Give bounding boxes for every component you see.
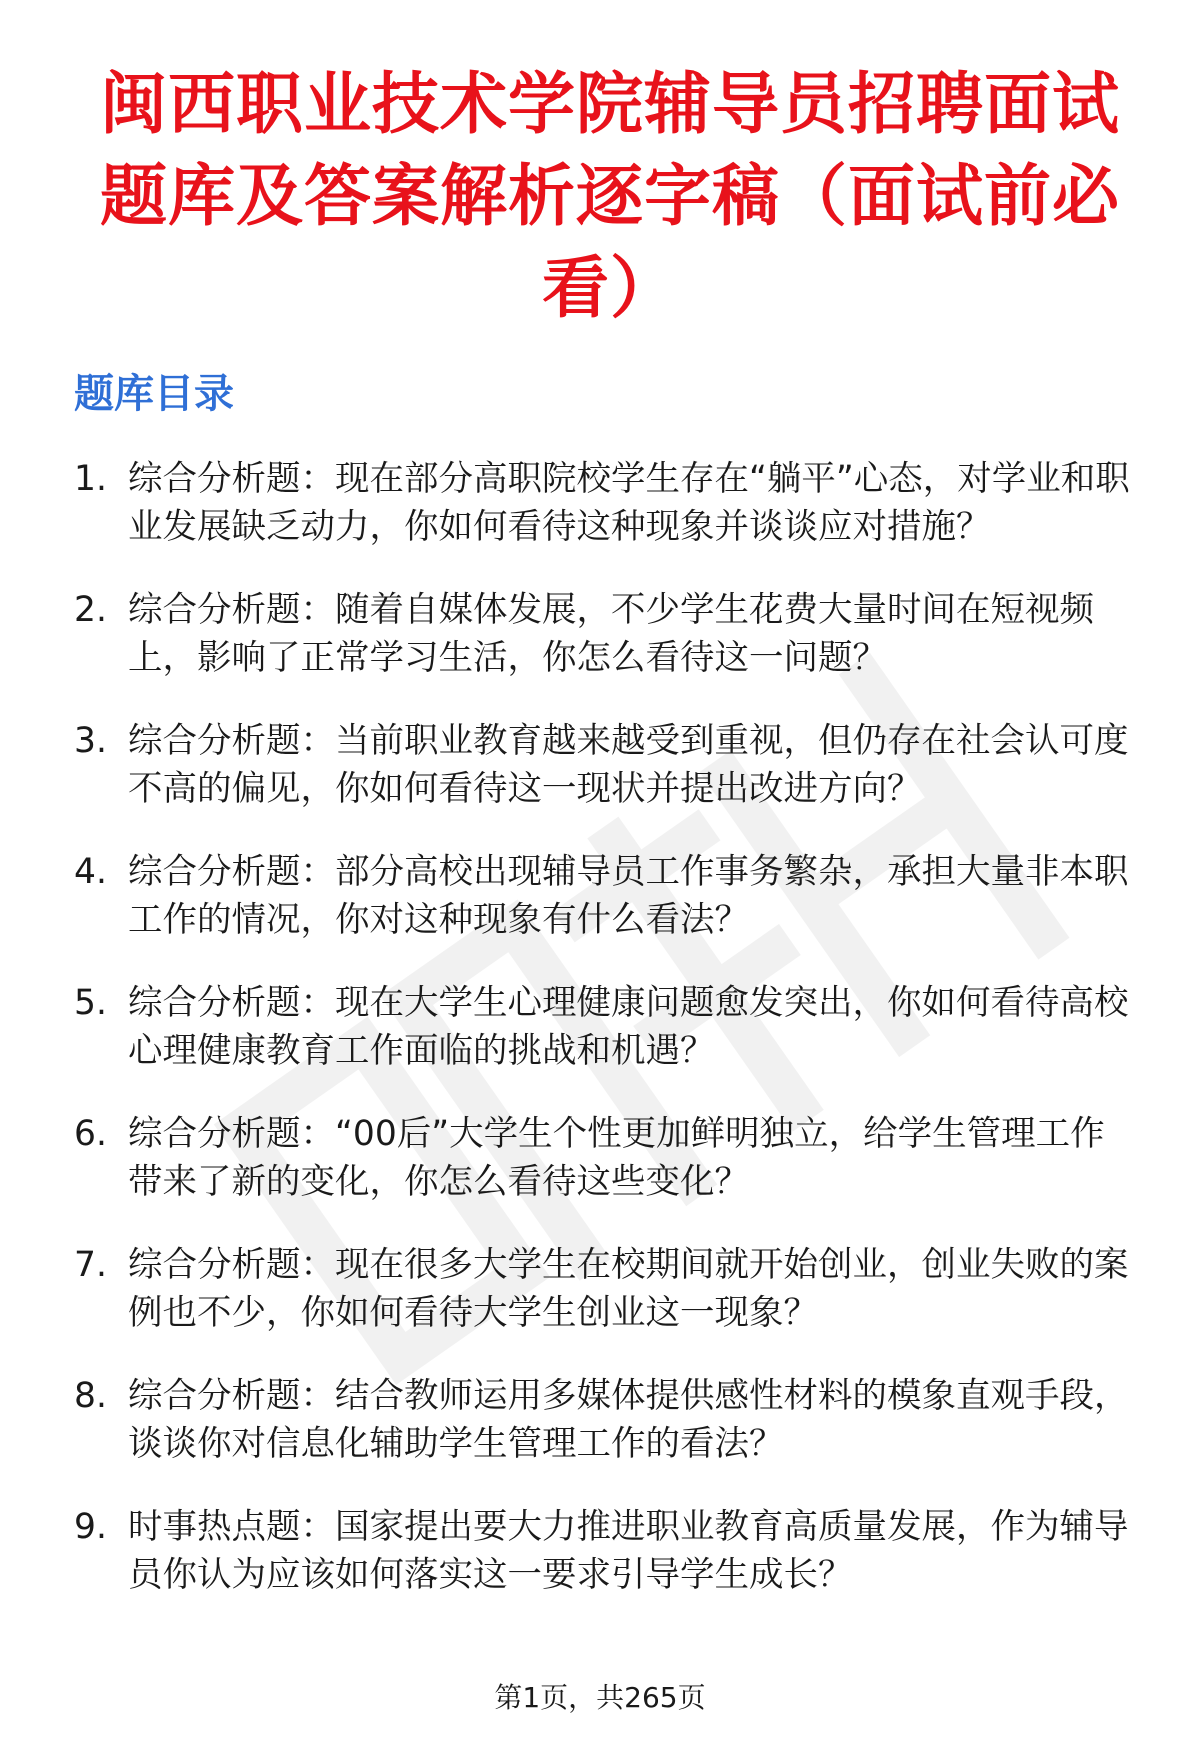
question-number: 9.: [74, 1507, 107, 1547]
question-number: 1.: [74, 459, 107, 499]
question-number: 5.: [74, 983, 107, 1023]
question-number: 7.: [74, 1245, 107, 1285]
document-title: 闽西职业技术学院辅导员招聘面试题库及答案解析逐字稿（面试前必看）: [100, 65, 1120, 327]
list-item: [74, 1241, 1144, 1372]
list-item: [74, 717, 1144, 848]
question-text: 综合分析题：现在部分高职院校学生存在“躺平”心态，对学业和职业发展缺乏动力，你如何看待这种现象并谈谈应对措施？: [128, 459, 1130, 547]
question-text: 综合分析题：“00后”大学生个性更加鲜明独立，给学生管理工作带来了新的变化，你怎么看待这些变化？: [128, 1114, 1105, 1202]
question-number: 6.: [74, 1114, 107, 1154]
question-number: 8.: [74, 1376, 107, 1416]
list-item: [74, 979, 1144, 1110]
question-number: 3.: [74, 721, 107, 761]
question-text: 时事热点题：国家提出要大力推进职业教育高质量发展，作为辅导员你认为应该如何落实这一要求引导学生成长？: [128, 1507, 1129, 1595]
list-item: [74, 455, 1144, 586]
list-item: [74, 586, 1144, 717]
list-item: [74, 1110, 1144, 1241]
list-item: [74, 1372, 1144, 1503]
section-heading: 题库目录: [74, 371, 234, 417]
page-number-footer: 第1页，共265页: [494, 1681, 706, 1714]
list-item: [74, 848, 1144, 979]
question-text: 综合分析题：随着自媒体发展，不少学生花费大量时间在短视频上，影响了正常学习生活，你怎么看待这一问题？: [128, 590, 1094, 678]
question-text: 综合分析题：现在很多大学生在校期间就开始创业，创业失败的案例也不少，你如何看待大学生创业这一现象？: [128, 1245, 1129, 1333]
question-text: 综合分析题：现在大学生心理健康问题愈发突出，你如何看待高校心理健康教育工作面临的挑战和机遇？: [128, 983, 1129, 1071]
list-item: [74, 1503, 1144, 1634]
question-number: 4.: [74, 852, 107, 892]
question-list: [74, 455, 1144, 1634]
question-text: 综合分析题：结合教师运用多媒体提供感性材料的模象直观手段，谈谈你对信息化辅助学生管理工作的看法？: [128, 1376, 1129, 1464]
question-text: 综合分析题：当前职业教育越来越受到重视，但仍存在社会认可度不高的偏见，你如何看待这一现状并提出改进方向？: [128, 721, 1129, 809]
question-text: 综合分析题：部分高校出现辅导员工作事务繁杂，承担大量非本职工作的情况，你对这种现象有什么看法？: [128, 852, 1129, 940]
question-number: 2.: [74, 590, 107, 630]
